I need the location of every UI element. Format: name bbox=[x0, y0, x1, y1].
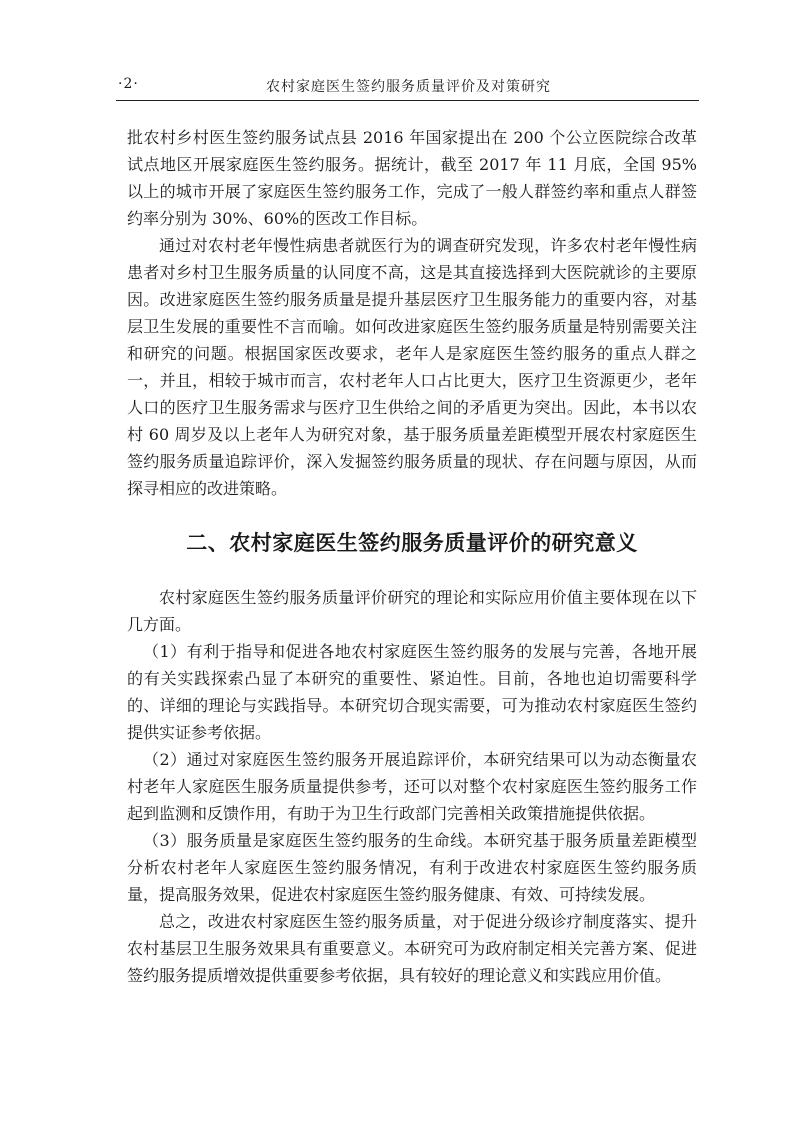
running-header bbox=[116, 74, 699, 101]
section-heading: 二、农村家庭医生签约服务质量评价的研究意义 bbox=[186, 531, 638, 555]
paragraph-significance-intro: 农村家庭医生签约服务质量评价研究的理论和实际应用价值主要体现在以下几方面。 bbox=[127, 588, 697, 634]
body-content bbox=[127, 124, 697, 989]
running-title: 农村家庭医生签约服务质量评价及对策研究 bbox=[266, 79, 551, 95]
list-item-3: （3）服务质量是家庭医生签约服务的生命线。本研究基于服务质量差距模型分析农村老年人家庭医生签约服务情况，有利于改进农村家庭医生签约服务质量，提高服务效果，促进农村家庭医生签约服务健康、有效、可持续发展。 bbox=[127, 831, 697, 904]
paragraph-conclusion: 总之，改进农村家庭医生签约服务质量，对于促进分级诊疗制度落实、提升农村基层卫生服务效果具有重要意义。本研究可为政府制定相关完善方案、促进签约服务提质增效提供重要参考依据，具有较好的理论意义和实践应用价值。 bbox=[127, 912, 697, 985]
paragraph-research-intro: 通过对农村老年慢性病患者就医行为的调查研究发现，许多农村老年慢性病患者对乡村卫生服务质量的认同度不高，这是其直接选择到大医院就诊的主要原因。改进家庭医生签约服务质量是提升基层医疗卫生服务能力的重要内容，对基层卫生发展的重要性不言而喻。如何改进家庭医生签约服务质量是特别需要关注和研究的问题。根据国家医改要求，老年人是家庭医生签约服务的重点人群之一，并且，相较于城市而言，农村老年人口占比更大，医疗卫生资源更少，老年人口的医疗卫生服务需求与医疗卫生供给之间的矛盾更为突出。因此，本书以农村 60 周岁及以上老年人为研究对象，基于服务质量差距模型开展农村家庭医生签约服务质量追踪评价，深入发掘签约服务质量的现状、存在问题与原因，从而探寻相应的改进策略。 bbox=[127, 236, 697, 498]
page-number: ·2· bbox=[118, 76, 139, 92]
list-item-2: （2）通过对家庭医生签约服务开展追踪评价，本研究结果可以为动态衡量农村老年人家庭医生服务质量提供参考，还可以对整个农村家庭医生签约服务工作起到监测和反馈作用，有助于为卫生行政部门完善相关政策措施提供依据。 bbox=[127, 750, 697, 823]
list-item-1: （1）有利于指导和促进各地农村家庭医生签约服务的发展与完善，各地开展的有关实践探索凸显了本研究的重要性、紧迫性。目前，各地也迫切需要科学的、详细的理论与实践指导。本研究切合现实需要，可为推动农村家庭医生签约提供实证参考依据。 bbox=[127, 642, 697, 742]
paragraph-continued: 批农村乡村医生签约服务试点县 2016 年国家提出在 200 个公立医院综合改革试点地区开展家庭医生签约服务。据统计，截至 2017 年 11 月底，全国 95%以上的城市开展了家庭医生签约服务工作，完成了一般人群签约率和重点人群签约率分别为 30%、60%的医改工作目标。 bbox=[127, 128, 697, 228]
